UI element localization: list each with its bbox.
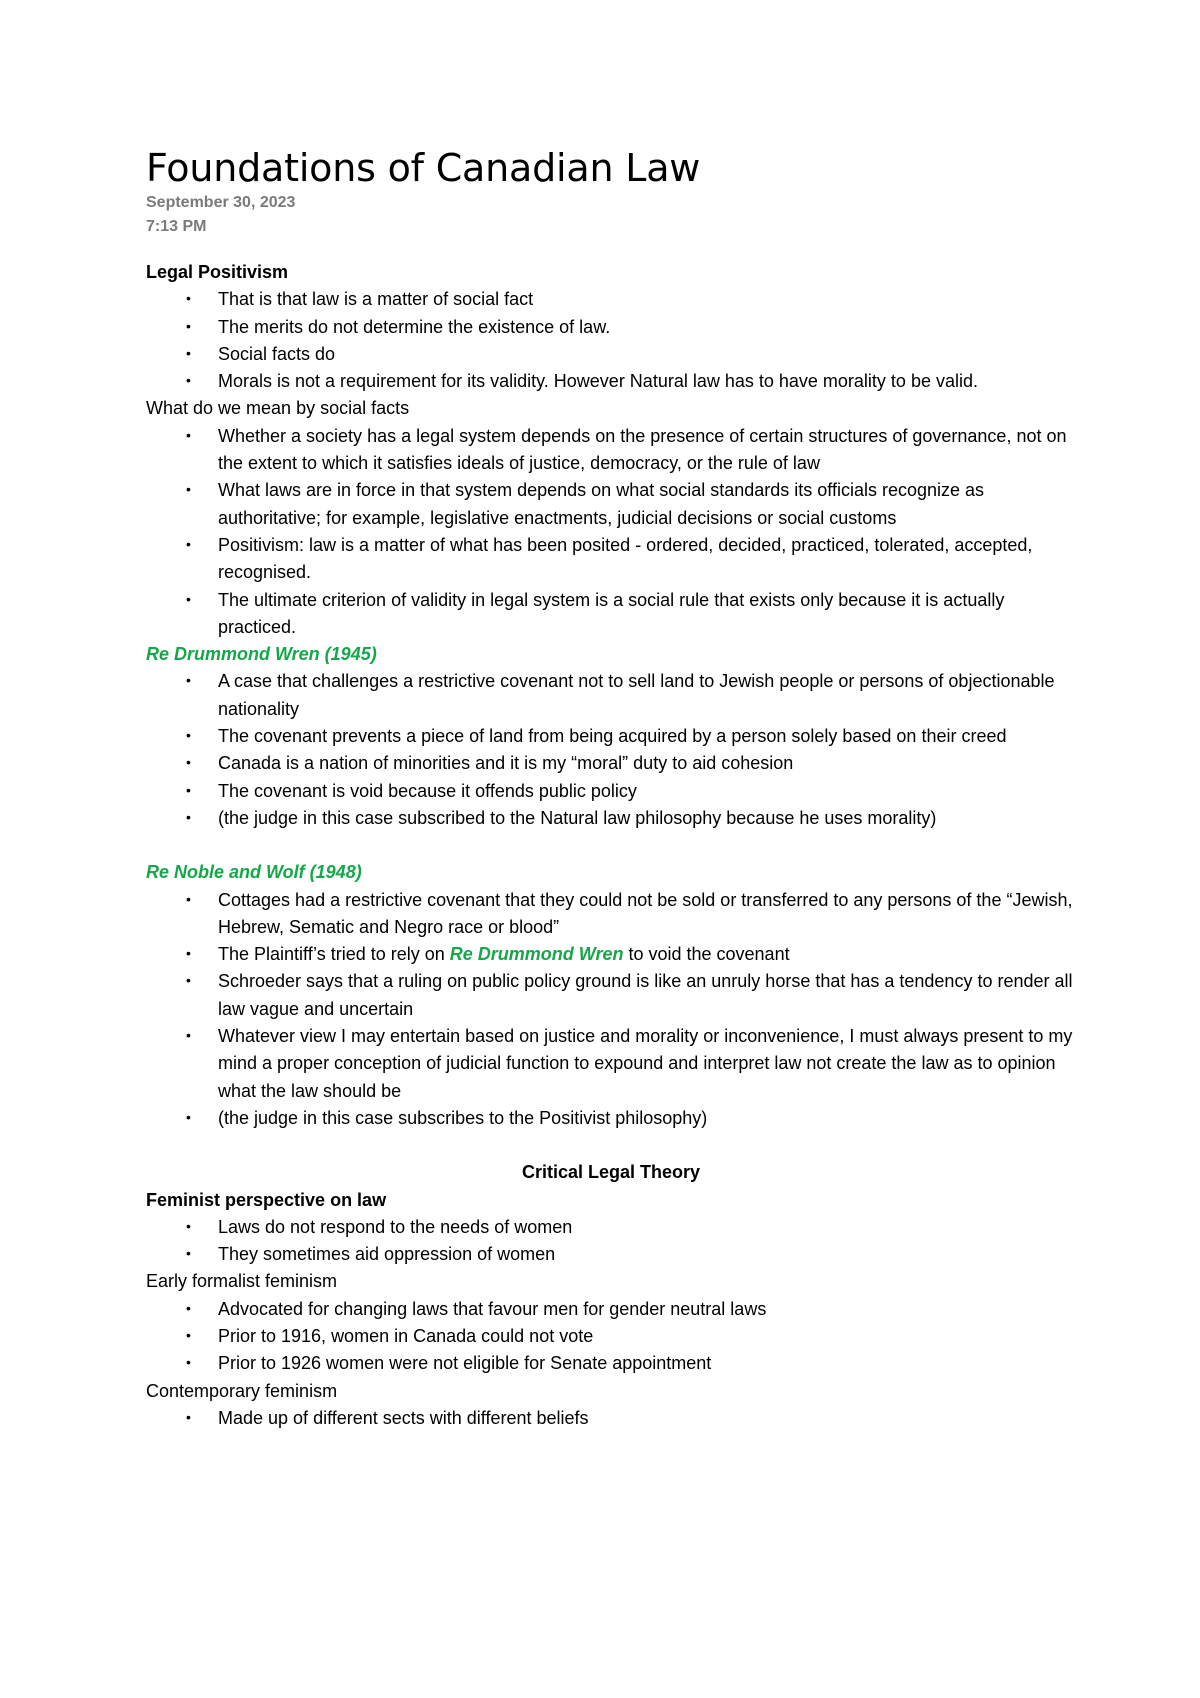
list-item-text: Prior to 1926 women were not eligible for Senate appointment bbox=[218, 1353, 712, 1374]
bullet-icon: • bbox=[186, 344, 191, 361]
list-item bbox=[186, 1105, 1076, 1132]
note-date: September 30, 2023 bbox=[146, 194, 296, 211]
list-item-text: Schroeder says that a ruling on public policy ground is like an unruly horse that has a tendency to render all law vague and uncertain bbox=[218, 971, 1073, 1019]
list-item-text: They sometimes aid oppression of women bbox=[218, 1244, 556, 1265]
page-title: Foundations of Canadian Law bbox=[146, 146, 701, 190]
list-item bbox=[186, 477, 1076, 532]
list-item-text: Positivism: law is a matter of what has been posited - ordered, decided, practiced, tolerated, accepted, recognised. bbox=[218, 534, 1033, 583]
note-time: 7:13 PM bbox=[146, 218, 207, 235]
list-item-text: Whether a society has a legal system depends on the presence of certain structures of governance, not on the extent to which it satisfies ideals of justice, democracy, or the rule of law bbox=[218, 425, 1067, 474]
list-item bbox=[186, 532, 1076, 587]
section-heading-critical-legal-theory: Critical Legal Theory bbox=[521, 1162, 701, 1183]
list-item-text: Canada is a nation of minorities and it is my “moral” duty to aid cohesion bbox=[218, 753, 794, 774]
bullet-icon: • bbox=[186, 590, 191, 607]
list-item bbox=[186, 1241, 1076, 1268]
bullet-list-legal-positivism bbox=[146, 286, 1076, 395]
list-item bbox=[186, 1023, 1076, 1105]
bullet-icon: • bbox=[186, 1108, 191, 1125]
bullet-icon: • bbox=[186, 1027, 191, 1044]
list-item-text: Prior to 1916, women in Canada could not vote bbox=[218, 1325, 594, 1346]
list-item-text: The merits do not determine the existence of law. bbox=[218, 316, 611, 337]
list-item bbox=[186, 423, 1076, 478]
case-heading-drummond-wren: Re Drummond Wren (1945) bbox=[146, 644, 377, 665]
list-item-text: That is that law is a matter of social fact bbox=[218, 289, 534, 310]
section-heading-social-facts: What do we mean by social facts bbox=[146, 398, 410, 419]
bullet-icon: • bbox=[186, 727, 191, 744]
list-item bbox=[186, 887, 1076, 942]
section-heading-contemporary-feminism: Contemporary feminism bbox=[146, 1380, 338, 1401]
list-item bbox=[186, 286, 1076, 313]
list-item bbox=[186, 750, 1076, 777]
list-item-text: Whatever view I may entertain based on justice and morality or inconvenience, I must always present to my mind a proper conception of judicial function to expound and interpret law not create the law as to opinion what the law should be bbox=[218, 1026, 1073, 1101]
list-item bbox=[186, 1323, 1076, 1350]
blank-line bbox=[146, 1132, 1076, 1159]
bullet-icon: • bbox=[186, 808, 191, 825]
section-heading-early-formalist-feminism: Early formalist feminism bbox=[146, 1271, 338, 1292]
bullet-icon: • bbox=[186, 1354, 191, 1371]
bullet-icon: • bbox=[186, 290, 191, 307]
bullet-list-social-facts bbox=[146, 423, 1076, 641]
bullet-list-contemporary-feminism bbox=[146, 1405, 1076, 1432]
list-item-text: The covenant is void because it offends public policy bbox=[218, 780, 637, 801]
document-page bbox=[146, 145, 1076, 1432]
bullet-icon: • bbox=[186, 890, 191, 907]
bullet-list-noble-and-wolf bbox=[146, 887, 1076, 1133]
bullet-icon: • bbox=[186, 1326, 191, 1343]
list-item-text: Made up of different sects with different beliefs bbox=[218, 1407, 589, 1428]
bullet-icon: • bbox=[186, 972, 191, 989]
bullet-icon: • bbox=[186, 426, 191, 443]
bullet-icon: • bbox=[186, 1217, 191, 1234]
list-item bbox=[186, 1405, 1076, 1432]
bullet-icon: • bbox=[186, 372, 191, 389]
list-item-text: The covenant prevents a piece of land from being acquired by a person solely based on their creed bbox=[218, 726, 1007, 747]
list-item-text: (the judge in this case subscribes to the Positivist philosophy) bbox=[218, 1107, 708, 1128]
section-heading-feminist-perspective: Feminist perspective on law bbox=[146, 1189, 387, 1210]
list-item bbox=[186, 778, 1076, 805]
note-body bbox=[146, 259, 1076, 1432]
list-item bbox=[186, 941, 1076, 968]
list-item bbox=[186, 668, 1076, 723]
list-item bbox=[186, 968, 1076, 1023]
bullet-icon: • bbox=[186, 1299, 191, 1316]
list-item-text: The Plaintiff’s tried to rely on bbox=[218, 944, 450, 965]
list-item-text: to void the covenant bbox=[623, 944, 790, 965]
list-item-text: Advocated for changing laws that favour men for gender neutral laws bbox=[218, 1298, 767, 1319]
list-item bbox=[186, 1350, 1076, 1377]
list-item-text: Laws do not respond to the needs of women bbox=[218, 1216, 573, 1237]
bullet-icon: • bbox=[186, 781, 191, 798]
case-heading-noble-and-wolf: Re Noble and Wolf (1948) bbox=[146, 862, 362, 883]
list-item bbox=[186, 805, 1076, 832]
case-reference: Re Drummond Wren bbox=[449, 944, 624, 965]
bullet-icon: • bbox=[186, 672, 191, 689]
list-item bbox=[186, 314, 1076, 341]
bullet-list-feminist-perspective bbox=[146, 1214, 1076, 1269]
bullet-icon: • bbox=[186, 945, 191, 962]
list-item-text: Cottages had a restrictive covenant that they could not be sold or transferred to any persons of the “Jewish, Hebrew, Sematic and Negro race or blood” bbox=[218, 889, 1073, 937]
blank-line bbox=[146, 832, 1076, 859]
bullet-icon: • bbox=[186, 481, 191, 498]
list-item-text: The ultimate criterion of validity in legal system is a social rule that exists only because it is actually practiced. bbox=[218, 589, 1005, 637]
list-item bbox=[186, 723, 1076, 750]
bullet-icon: • bbox=[186, 535, 191, 552]
section-heading-legal-positivism: Legal Positivism bbox=[146, 262, 289, 282]
list-item bbox=[186, 587, 1076, 642]
list-item bbox=[186, 341, 1076, 368]
list-item-text: A case that challenges a restrictive covenant not to sell land to Jewish people or persons of objectionable nationality bbox=[218, 671, 1055, 719]
list-item bbox=[186, 368, 1076, 395]
bullet-icon: • bbox=[186, 754, 191, 771]
list-item-text: What laws are in force in that system depends on what social standards its officials recognize as authoritative; for example, legislative enactments, judicial decisions or social customs bbox=[218, 480, 985, 528]
bullet-icon: • bbox=[186, 1408, 191, 1425]
list-item bbox=[186, 1296, 1076, 1323]
list-item-text: Social facts do bbox=[218, 343, 336, 364]
bullet-list-drummond-wren bbox=[146, 668, 1076, 832]
list-item-text: (the judge in this case subscribed to the Natural law philosophy because he uses morality) bbox=[218, 807, 937, 828]
list-item-text: Morals is not a requirement for its validity. However Natural law has to have morality to be valid. bbox=[218, 371, 978, 392]
bullet-icon: • bbox=[186, 317, 191, 334]
bullet-list-early-formalist-feminism bbox=[146, 1296, 1076, 1378]
bullet-icon: • bbox=[186, 1245, 191, 1262]
list-item bbox=[186, 1214, 1076, 1241]
